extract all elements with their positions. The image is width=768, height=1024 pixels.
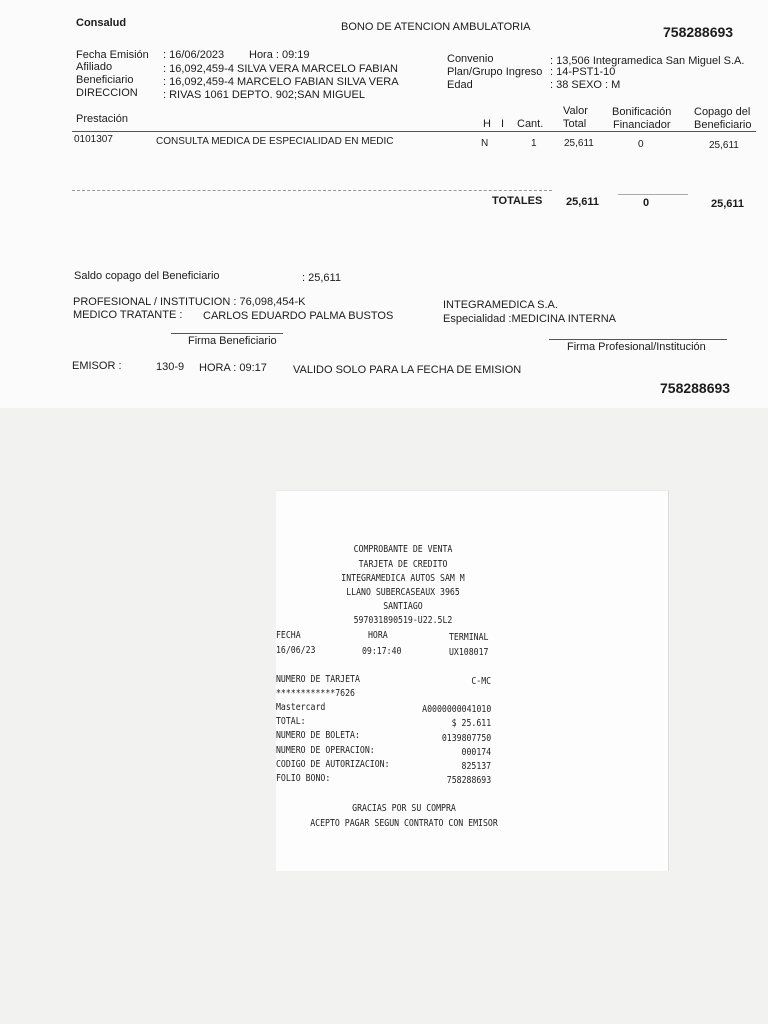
receipt-header-line: INTEGRAMEDICA AUTOS SAM M: [341, 573, 465, 584]
receipt-footer-line: GRACIAS POR SU COMPRA: [352, 803, 456, 814]
total-label: TOTAL:: [276, 716, 306, 727]
fecha-value: 16/06/23: [276, 645, 316, 656]
header-i: I: [501, 118, 505, 130]
header-cant: Cant.: [517, 118, 544, 130]
beneficiario-value: : 16,092,459-4 MARCELO FABIAN SILVA VERA: [163, 76, 399, 88]
terminal-label: TERMINAL: [449, 632, 489, 643]
valido-note: VALIDO SOLO PARA LA FECHA DE EMISION: [293, 364, 522, 376]
label-edad: Edad: [447, 79, 473, 91]
card-brand: Mastercard: [276, 702, 326, 713]
firma-beneficiario-line: [171, 333, 283, 334]
hora-emisor: HORA : 09:17: [199, 362, 267, 374]
firma-beneficiario-label: Firma Beneficiario: [188, 335, 277, 347]
credit-card-receipt: [276, 490, 669, 871]
header-copago-2: Beneficiario: [694, 119, 752, 131]
bono-document: [0, 0, 768, 408]
row-description: CONSULTA MEDICA DE ESPECIALIDAD EN MEDIC: [156, 136, 394, 147]
total-valor: 25,611: [566, 196, 600, 208]
terminal-value: UX108017: [449, 647, 489, 658]
totals-divider: [72, 190, 552, 191]
hora-value: 09:17:40: [362, 646, 402, 657]
tarjeta-label: NUMERO DE TARJETA: [276, 674, 360, 685]
total-value: $ 25.611: [451, 718, 491, 729]
receipt-footer-line: ACEPTO PAGAR SEGUN CONTRATO CON EMISOR: [310, 818, 498, 829]
totales-label: TOTALES: [492, 195, 543, 207]
firma-profesional-line: [549, 339, 727, 340]
afiliado-value: : 16,092,459-4 SILVA VERA MARCELO FABIAN: [163, 63, 398, 75]
row-code: 0101307: [74, 134, 113, 145]
bono-number-bottom: 758288693: [660, 380, 731, 396]
edad-value: : 38 SEXO : M: [550, 79, 621, 91]
folio-label: FOLIO BONO:: [276, 773, 331, 784]
receipt-header-line: TARJETA DE CREDITO: [358, 559, 448, 570]
row-h: N: [481, 138, 489, 149]
profesional-institucion: PROFESIONAL / INSTITUCION : 76,098,454-K: [73, 296, 306, 308]
convenio-value: : 13,506 Integramedica San Miguel S.A.: [550, 55, 745, 67]
receipt-header-line: COMPROBANTE DE VENTA: [353, 544, 453, 555]
label-afiliado: Afiliado: [76, 61, 113, 73]
institucion-name: INTEGRAMEDICA S.A.: [443, 299, 558, 311]
card-aid: A0000000041010: [421, 704, 491, 715]
plan-value: : 14-PST1-10: [550, 66, 616, 78]
label-beneficiario: Beneficiario: [76, 74, 134, 86]
boleta-label: NUMERO DE BOLETA:: [276, 730, 360, 741]
autorizacion-value: 825137: [461, 761, 491, 772]
label-plan: Plan/Grupo Ingreso: [447, 66, 543, 78]
folio-value: 758288693: [446, 775, 491, 786]
header-copago-1: Copago del: [694, 106, 751, 118]
tarjeta-number: ************7626: [276, 688, 355, 699]
header-prestacion: Prestación: [76, 113, 128, 125]
header-divider: [72, 131, 756, 132]
hora-label: HORA: [368, 630, 388, 641]
row-bonificacion: 0: [638, 139, 644, 150]
operacion-value: 000174: [461, 747, 491, 758]
row-cant: 1: [531, 138, 537, 149]
row-valor: 25,611: [564, 138, 594, 149]
header-h: H: [483, 118, 491, 130]
medico-name: CARLOS EDUARDO PALMA BUSTOS: [203, 310, 394, 322]
autorizacion-label: CODIGO DE AUTORIZACION:: [276, 759, 390, 770]
header-valor-2: Total: [563, 118, 587, 130]
direccion-value: : RIVAS 1061 DEPTO. 902;SAN MIGUEL: [163, 89, 365, 101]
totals-mark: [618, 194, 688, 195]
document-title: BONO DE ATENCION AMBULATORIA: [341, 21, 531, 33]
receipt-header-line: LLANO SUBERCASEAUX 3965: [346, 587, 460, 598]
total-bonificacion: 0: [643, 197, 650, 209]
operacion-label: NUMERO DE OPERACION:: [276, 745, 375, 756]
medico-label: MEDICO TRATANTE :: [73, 309, 183, 321]
header-bonificacion-2: Financiador: [613, 119, 671, 131]
emisor-value: 130-9: [156, 361, 185, 373]
saldo-label: Saldo copago del Beneficiario: [74, 270, 220, 282]
boleta-value: 0139807750: [441, 733, 491, 744]
emisor-label: EMISOR :: [72, 360, 122, 372]
receipt-header-line: SANTIAGO: [383, 601, 423, 612]
especialidad: Especialidad :MEDICINA INTERNA: [443, 313, 616, 325]
brand-name: Consalud: [76, 17, 127, 29]
firma-profesional-label: Firma Profesional/Institución: [567, 341, 706, 353]
header-bonificacion-1: Bonificación: [612, 106, 672, 118]
saldo-value: : 25,611: [302, 272, 341, 284]
row-copago: 25,611: [709, 140, 739, 151]
label-convenio: Convenio: [447, 53, 494, 65]
header-valor-1: Valor: [563, 105, 588, 117]
label-fecha-emision: Fecha Emisión: [76, 49, 149, 61]
label-direccion: DIRECCION: [76, 87, 138, 99]
tarjeta-type: C-MC: [471, 676, 491, 687]
fecha-label: FECHA: [276, 630, 301, 641]
hora-value: Hora : 09:19: [249, 49, 310, 61]
receipt-header-line: 597031890519-U22.5L2: [353, 615, 453, 626]
bono-number: 758288693: [663, 24, 734, 40]
fecha-emision-value: : 16/06/2023: [163, 49, 225, 61]
total-copago: 25,611: [711, 198, 745, 210]
